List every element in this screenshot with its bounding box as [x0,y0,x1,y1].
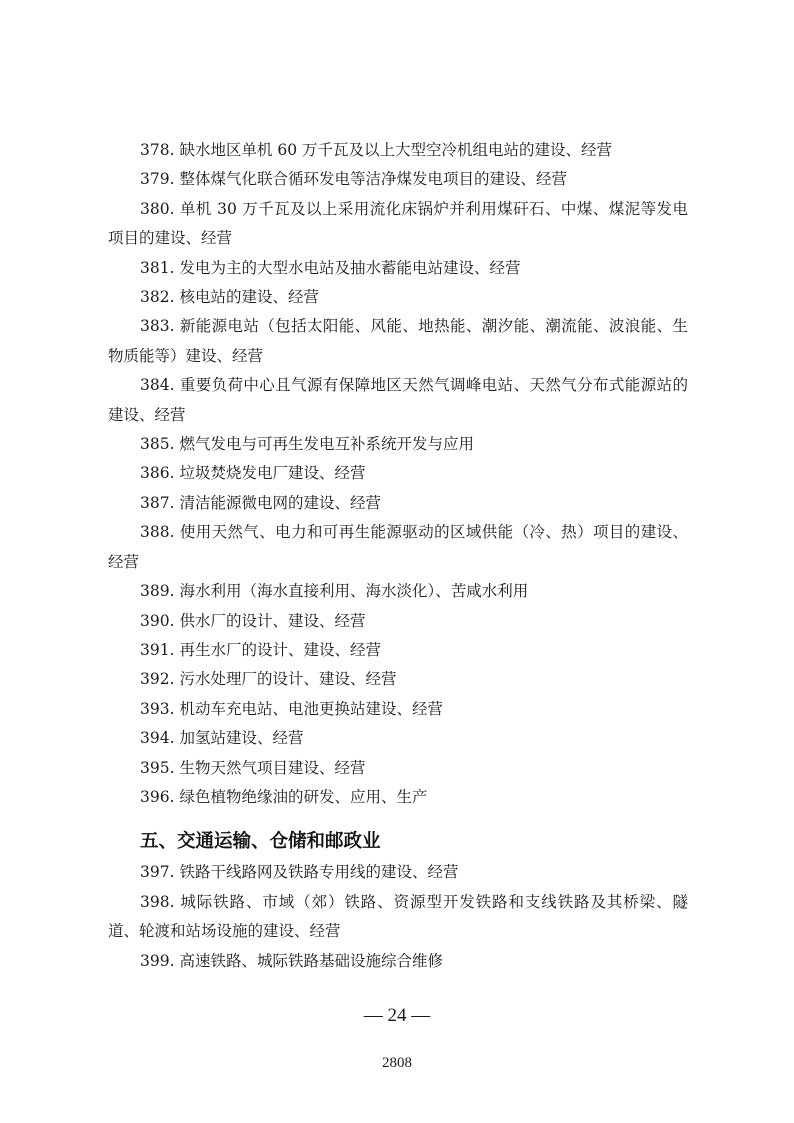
list-item: 385. 燃气发电与可再生发电互补系统开发与应用 [140,435,474,454]
list-item: 388. 使用天然气、电力和可再生能源驱动的区域供能（冷、热）项目的建设、经营 [108,523,688,571]
list-item: 390. 供水厂的设计、建设、经营 [140,611,366,630]
list-item: 396. 绿色植物绝缘油的研发、应用、生产 [140,787,428,806]
list-item: 386. 垃圾焚烧发电厂建设、经营 [140,464,366,483]
list-item: 393. 机动车充电站、电池更换站建设、经营 [140,699,443,718]
list-item: 379. 整体煤气化联合循环发电等洁净煤发电项目的建设、经营 [140,170,567,189]
document-body [108,136,688,976]
list-item: 389. 海水利用（海水直接利用、海水淡化）、苦咸水利用 [140,582,529,601]
list-item: 395. 生物天然气项目建设、经营 [140,758,366,777]
list-item: 380. 单机 30 万千瓦及以上采用流化床锅炉并利用煤矸石、中煤、煤泥等发电项目的建设、经营 [108,199,688,248]
list-item: 378. 缺水地区单机 60 万千瓦及以上大型空冷机组电站的建设、经营 [140,141,613,159]
list-item: 381. 发电为主的大型水电站及抽水蓄能电站建设、经营 [140,258,521,277]
document-code: 2808 [382,1055,412,1071]
list-item: 384. 重要负荷中心且气源有保障地区天然气调峰电站、天然气分布式能源站的建设、经营 [108,376,688,424]
page-number: — 24 — [363,1005,431,1026]
list-item: 397. 铁路干线路网及铁路专用线的建设、经营 [140,863,459,882]
list-item: 399. 高速铁路、城际铁路基础设施综合维修 [140,951,443,970]
list-item: 387. 清洁能源微电网的建设、经营 [140,493,381,512]
list-item: 382. 核电站的建设、经营 [140,288,319,307]
section-heading: 五、交通运输、仓储和邮政业 [140,831,381,853]
list-item: 392. 污水处理厂的设计、建设、经营 [140,670,397,689]
list-item: 398. 城际铁路、市域（郊）铁路、资源型开发铁路和支线铁路及其桥梁、隧道、轮渡和站场设施的建设、经营 [108,892,688,941]
list-item: 383. 新能源电站（包括太阳能、风能、地热能、潮汐能、潮流能、波浪能、生物质能等）建设、经营 [108,317,688,365]
list-item: 394. 加氢站建设、经营 [140,729,304,748]
list-item: 391. 再生水厂的设计、建设、经营 [140,640,381,659]
